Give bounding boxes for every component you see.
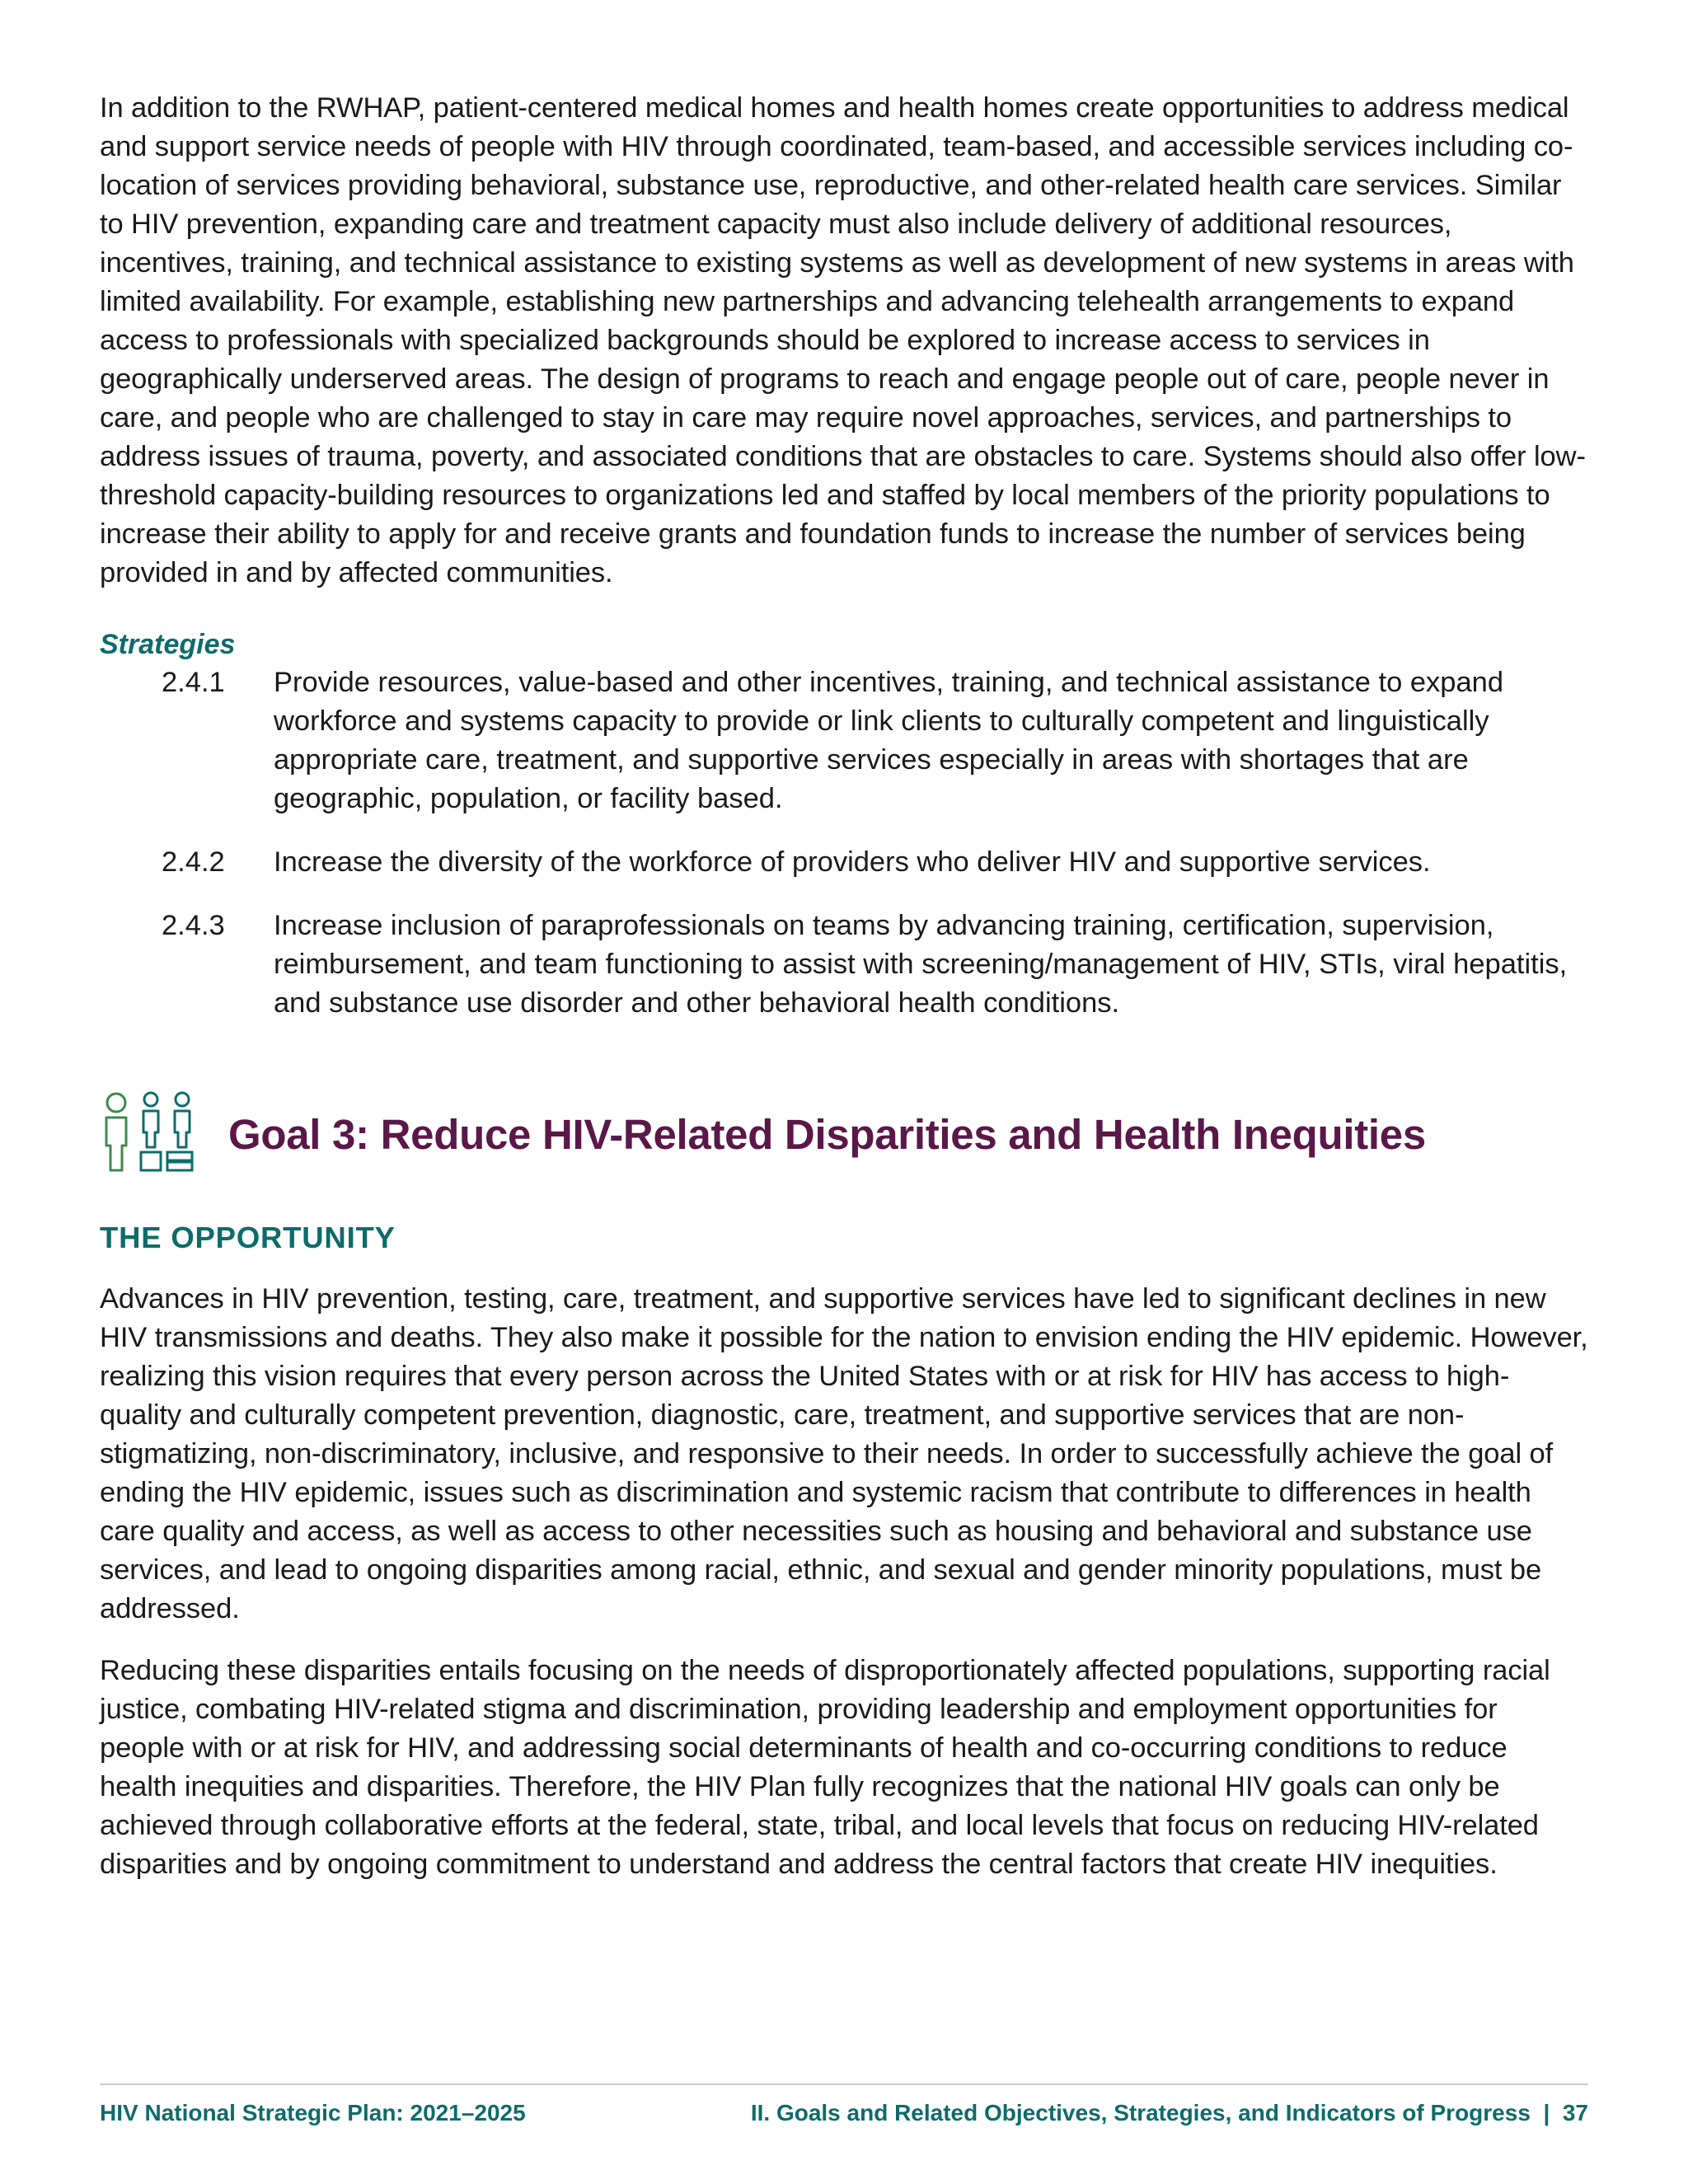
strategy-number: 2.4.2 bbox=[162, 846, 225, 878]
strategy-number: 2.4.3 bbox=[162, 910, 225, 941]
footer-document-title: HIV National Strategic Plan: 2021–2025 bbox=[100, 2100, 526, 2125]
strategy-item bbox=[100, 843, 1588, 882]
people-group-icon bbox=[100, 1091, 199, 1177]
page-content bbox=[100, 89, 1588, 1907]
opportunity-paragraph: Reducing these disparities entails focusing on the needs of disproportionately affected populations, supporting racial justice, combating HIV-related stigma and discrimination, providing leadership and employment opportunities for people with or at risk for HIV, and addressing social determinants of health and co-occurring conditions to reduce health inequities and disparities. Therefore, the HIV Plan fully recognizes that the national HIV goals can only be achieved through collaborative efforts at the federal, state, tribal, and local levels that focus on reducing HIV-related disparities and by ongoing commitment to understand and address the central factors that create HIV inequities. bbox=[100, 1655, 1550, 1880]
section-heading-opportunity: THE OPPORTUNITY bbox=[100, 1221, 396, 1254]
strategy-text: Provide resources, value-based and other incentives, training, and technical assistance to expand workforce and systems capacity to provide or link clients to culturally competent and linguistically appropriate care, treatment, and supportive services especially in areas with shortages that are geographic, population, or facility based. bbox=[274, 667, 1504, 814]
strategy-text: Increase the diversity of the workforce of providers who deliver HIV and supportive services. bbox=[274, 846, 1431, 878]
strategies-label: Strategies bbox=[100, 629, 236, 660]
intro-paragraph: In addition to the RWHAP, patient-centered medical homes and health homes create opportunities to address medical and support service needs of people with HIV through coordinated, team-based, and accessible services including co-location of services providing behavioral, substance use, reproductive, and other-related health care services. Similar to HIV prevention, expanding care and treatment capacity must also include delivery of additional resources, incentives, training, and technical assistance to existing systems as well as development of new systems in areas with limited availability. For example, establishing new partnerships and advancing telehealth arrangements to expand access to professionals with specialized backgrounds should be explored to increase access to services in geographically underserved areas. The design of programs to reach and engage people out of care, people never in care, and people who are challenged to stay in care may require novel approaches, services, and partnerships to address issues of trauma, poverty, and associated conditions that are obstacles to care. Systems should also offer low-threshold capacity-building resources to organizations led and staffed by local members of the priority populations to increase their ability to apply for and receive grants and foundation funds to increase the number of services being provided in and by affected communities. bbox=[100, 92, 1586, 588]
strategy-text: Increase inclusion of paraprofessionals on teams by advancing training, certification, supervision, reimbursement, and team functioning to assist with screening/management of HIV, STIs, viral hepatitis, and substance use disorder and other behavioral health conditions. bbox=[274, 910, 1568, 1019]
strategy-item bbox=[100, 907, 1588, 1023]
footer-divider bbox=[100, 2083, 1588, 2085]
strategy-number: 2.4.1 bbox=[162, 667, 225, 698]
page-footer bbox=[100, 2100, 1588, 2126]
footer-section-page: II. Goals and Related Objectives, Strategies, and Indicators of Progress | 37 bbox=[750, 2100, 1588, 2125]
strategy-item bbox=[100, 663, 1588, 818]
goal-heading bbox=[100, 1089, 1588, 1179]
goal-title: Goal 3: Reduce HIV-Related Disparities and Health Inequities bbox=[228, 1110, 1426, 1158]
opportunity-paragraph: Advances in HIV prevention, testing, care, treatment, and supportive services have led to significant declines in new HIV transmissions and deaths. They also make it possible for the nation to envision ending the HIV epidemic. However, realizing this vision requires that every person across the United States with or at risk for HIV has access to high-quality and culturally competent prevention, diagnostic, care, treatment, and supportive services that are non-stigmatizing, non-discriminatory, inclusive, and responsive to their needs. In order to successfully achieve the goal of ending the HIV epidemic, issues such as discrimination and systemic racism that contribute to differences in health care quality and access, as well as access to other necessities such as housing and behavioral and substance use services, and lead to ongoing disparities among racial, ethnic, and sexual and gender minority populations, must be addressed. bbox=[100, 1283, 1588, 1624]
